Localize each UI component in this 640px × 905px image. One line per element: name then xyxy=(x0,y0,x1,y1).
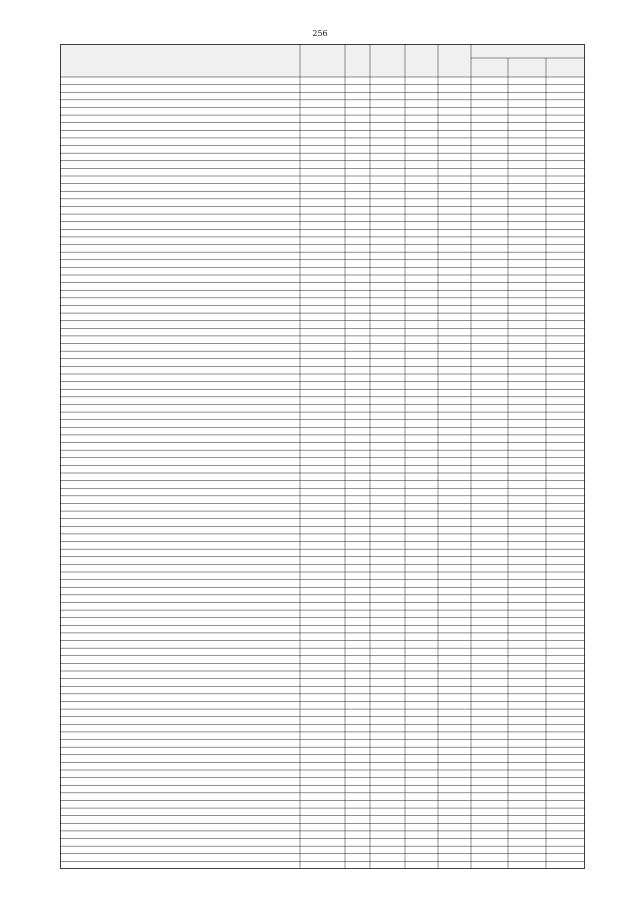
budget-table xyxy=(60,44,585,869)
page-number: 256 xyxy=(312,29,328,38)
table-grid xyxy=(60,44,585,869)
table-header-band xyxy=(60,44,585,77)
